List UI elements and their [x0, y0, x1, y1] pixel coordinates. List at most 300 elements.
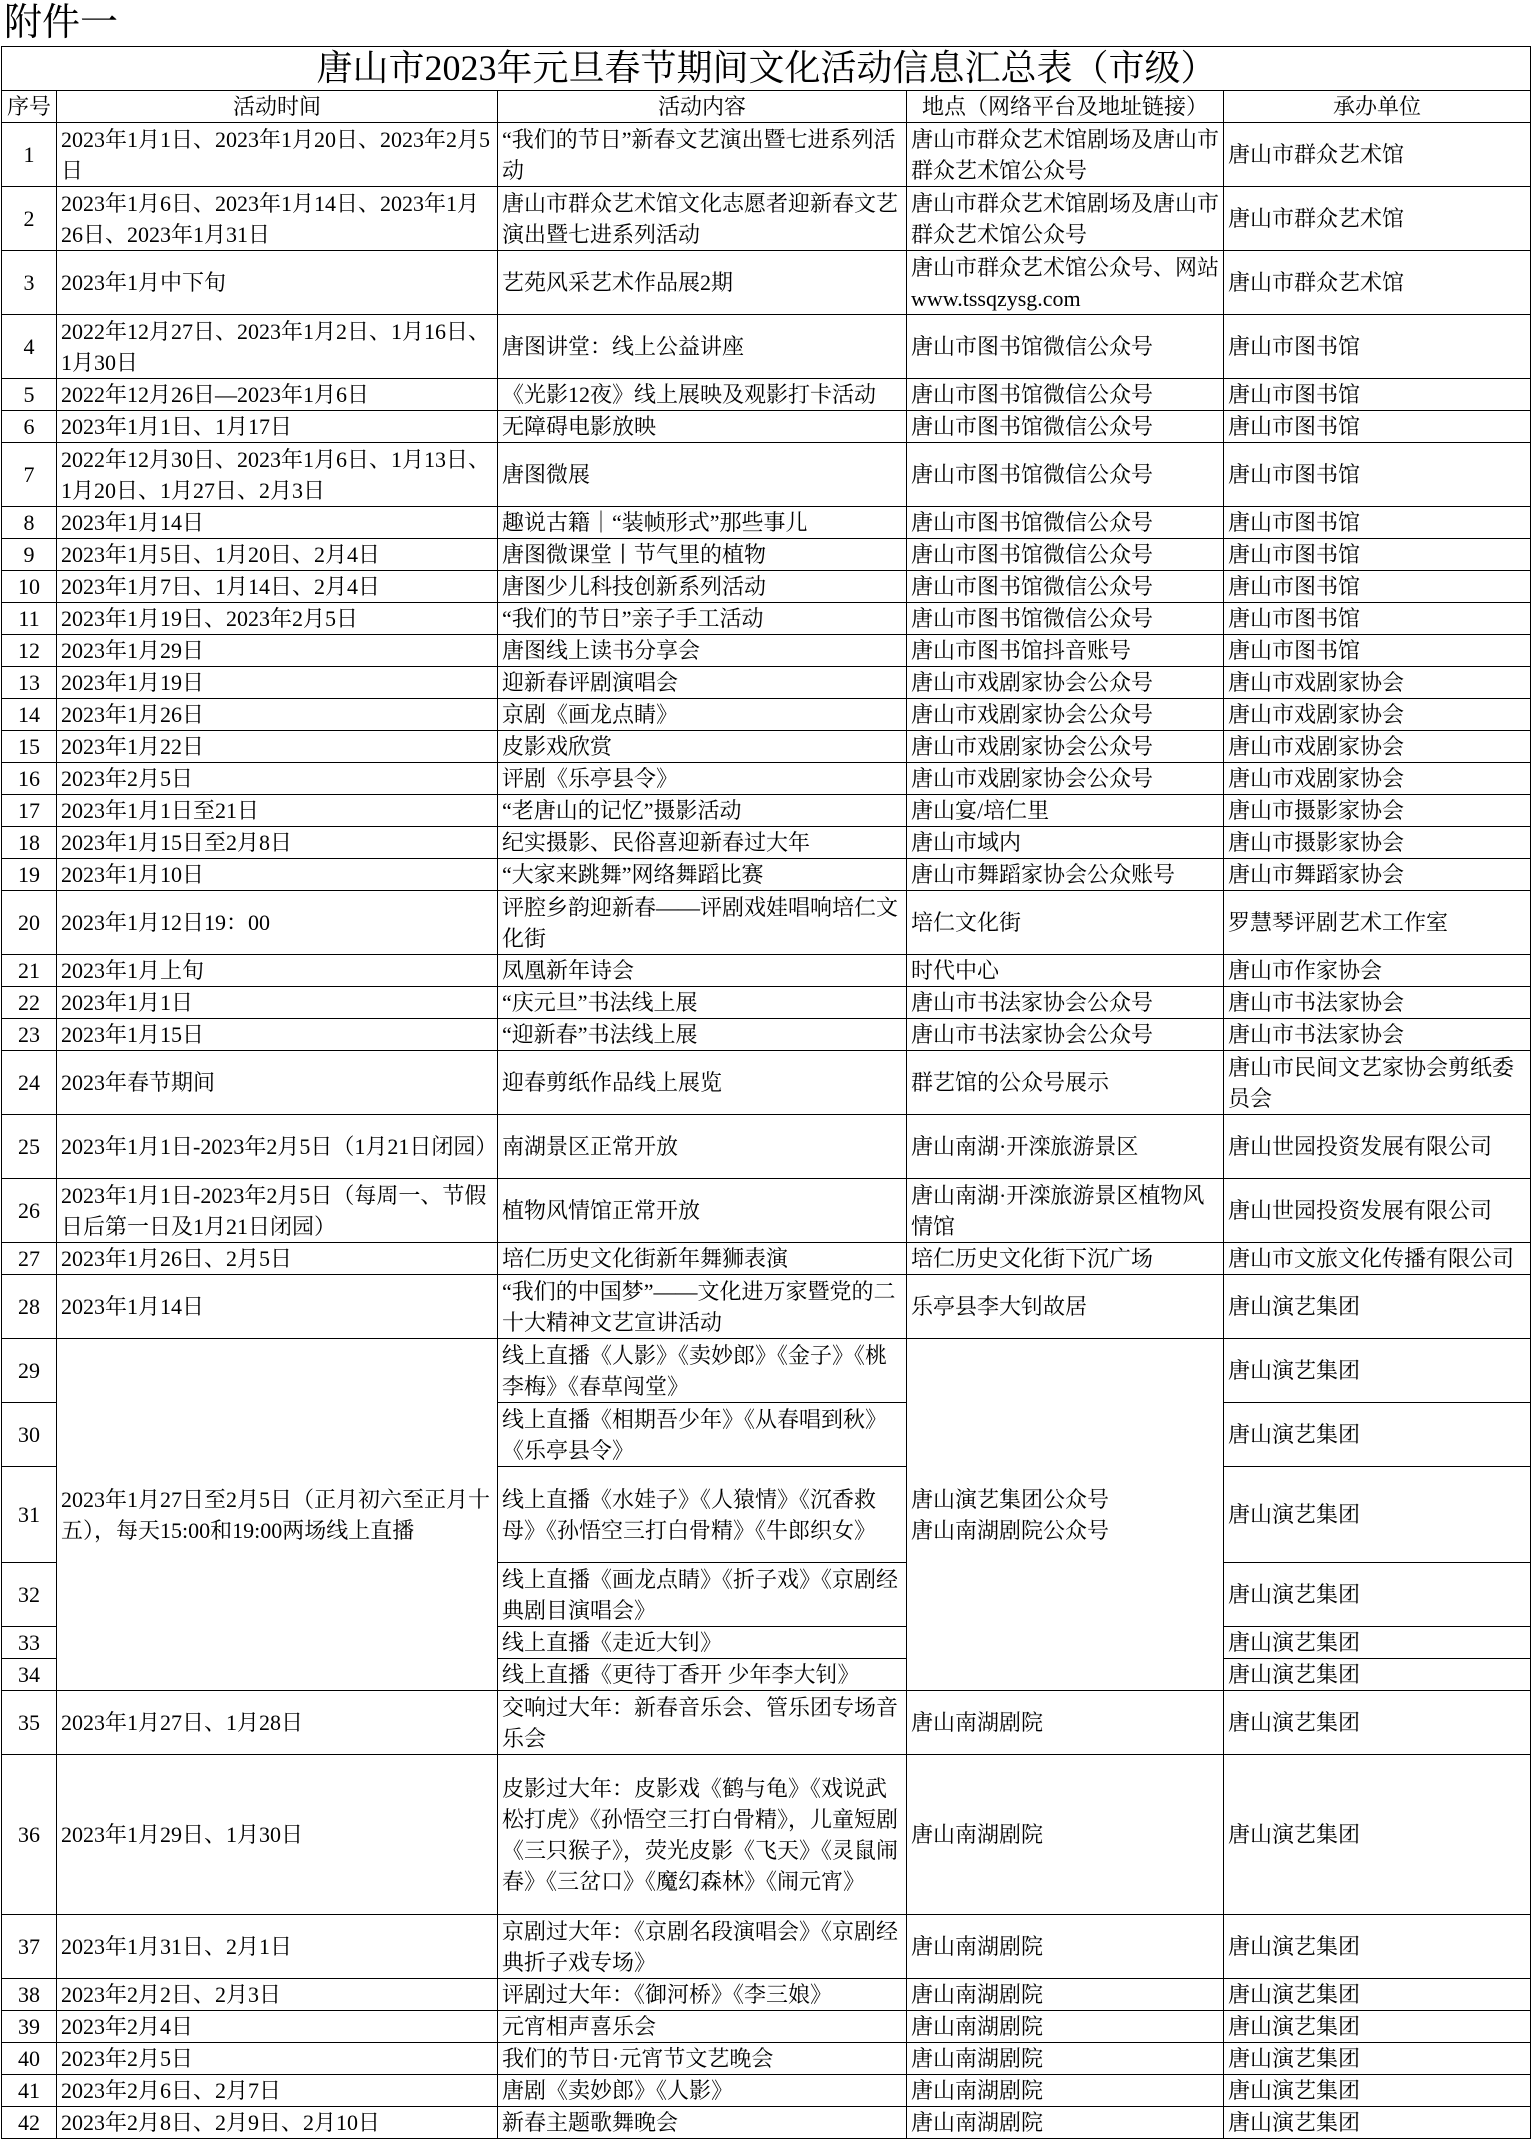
- cell-organizer: [1224, 1659, 1531, 1691]
- cell-organizer: [1224, 1755, 1531, 1915]
- cell-content: [498, 1563, 907, 1627]
- cell-no: [2, 1563, 57, 1627]
- cell-content-text: 唐图线上读书分享会: [502, 638, 701, 663]
- cell-content-text: 新春主题歌舞晚会: [502, 2110, 679, 2135]
- cell-time-text: 2023年2月8日、2月9日、2月10日: [61, 2110, 381, 2135]
- cell-content-text: “我们的节日”亲子手工活动: [502, 606, 764, 631]
- cell-organizer: [1224, 187, 1531, 251]
- cell-content-text: 京剧《画龙点睛》: [502, 702, 679, 727]
- cell-location-text: 唐山市戏剧家协会公众号: [911, 766, 1154, 791]
- cell-location: [907, 635, 1224, 667]
- cell-content-text: 迎春剪纸作品线上展览: [502, 1070, 723, 1095]
- cell-organizer-text: 唐山演艺集团: [1228, 1358, 1361, 1383]
- cell-content-text: 迎新春评剧演唱会: [502, 670, 679, 695]
- cell-location: [907, 2107, 1224, 2139]
- cell-no: [2, 187, 57, 251]
- cell-no: [2, 1051, 57, 1115]
- cell-content: [498, 571, 907, 603]
- cell-location: [907, 731, 1224, 763]
- cell-no-text: 35: [18, 1710, 40, 1735]
- cell-organizer-text: 唐山市图书馆: [1228, 462, 1361, 487]
- cell-no: [2, 955, 57, 987]
- cell-location-text: 唐山市域内: [911, 830, 1022, 855]
- cell-no-text: 17: [18, 798, 40, 823]
- cell-organizer-text: 唐山市戏剧家协会: [1228, 702, 1405, 727]
- cell-no: [2, 635, 57, 667]
- cell-content: [498, 859, 907, 891]
- cell-content: [498, 1627, 907, 1659]
- cell-organizer-text: 唐山演艺集团: [1228, 1662, 1361, 1687]
- cell-content-text: 评腔乡韵迎新春——评剧戏娃唱响培仁文化街: [502, 894, 899, 951]
- cell-time-text: 2023年1月1日、1月17日: [61, 414, 293, 439]
- cell-content-text: 唐山市群众艺术馆文化志愿者迎新春文艺演出暨七进系列活动: [502, 190, 899, 247]
- cell-time-text: 2023年1月1日-2023年2月5日（1月21日闭园）: [61, 1134, 498, 1159]
- cell-content-text: 线上直播《画龙点睛》《折子戏》《京剧经典剧目演唱会》: [502, 1566, 899, 1623]
- cell-organizer-text: 唐山市戏剧家协会: [1228, 734, 1405, 759]
- cell-organizer-text: 唐山演艺集团: [1228, 1710, 1361, 1735]
- cell-content-text: 唐图微课堂丨节气里的植物: [502, 542, 767, 567]
- cell-time: [57, 1051, 498, 1115]
- cell-time-text: 2023年1月26日、2月5日: [61, 1246, 293, 1271]
- cell-content-text: 凤凰新年诗会: [502, 958, 635, 983]
- cell-location: [907, 1691, 1224, 1755]
- page-title: [2, 47, 1531, 91]
- cell-no: [2, 859, 57, 891]
- cell-location-text: 唐山市戏剧家协会公众号: [911, 734, 1154, 759]
- cell-time-text: 2023年1月15日: [61, 1022, 205, 1047]
- cell-organizer-text: 唐山市图书馆: [1228, 574, 1361, 599]
- cell-content-text: 培仁历史文化街新年舞狮表演: [502, 1246, 789, 1271]
- cell-no: [2, 891, 57, 955]
- cell-location: [907, 667, 1224, 699]
- cell-organizer-text: 唐山演艺集团: [1228, 1422, 1361, 1447]
- cell-time: [57, 763, 498, 795]
- cell-time: [57, 443, 498, 507]
- cell-content: [498, 1019, 907, 1051]
- cell-time: [57, 699, 498, 731]
- cell-time: [57, 667, 498, 699]
- cell-time-text: 2023年1月上旬: [61, 958, 205, 983]
- cell-organizer: [1224, 1243, 1531, 1275]
- cell-organizer: [1224, 251, 1531, 315]
- cell-organizer: [1224, 763, 1531, 795]
- cell-no-text: 36: [18, 1822, 40, 1847]
- cell-content-text: 植物风情馆正常开放: [502, 1198, 701, 1223]
- cell-content-text: 交响过大年：新春音乐会、管乐团专场音乐会: [502, 1694, 899, 1751]
- cell-organizer: [1224, 859, 1531, 891]
- cell-no: [2, 1019, 57, 1051]
- cell-organizer: [1224, 315, 1531, 379]
- cell-location: [907, 1051, 1224, 1115]
- cell-time-text: 2023年1月1日-2023年2月5日（每周一、节假日后第一日及1月21日闭园）: [61, 1182, 487, 1239]
- cell-time-text: 2022年12月30日、2023年1月6日、1月13日、1月20日、1月27日、2月3日: [61, 446, 491, 503]
- cell-time-text: 2023年1月29日、1月30日: [61, 1822, 304, 1847]
- cell-no-text: 11: [18, 606, 40, 631]
- cell-time: [57, 731, 498, 763]
- cell-content: [498, 795, 907, 827]
- cell-no-text: 4: [23, 334, 35, 359]
- cell-organizer-text: 唐山市图书馆: [1228, 510, 1361, 535]
- cell-content-text: 唐图少儿科技创新系列活动: [502, 574, 767, 599]
- cell-location: [907, 507, 1224, 539]
- cell-location: [907, 2043, 1224, 2075]
- cell-content-text: 线上直播《人影》《卖妙郎》《金子》《桃李梅》《春草闯堂》: [502, 1342, 888, 1399]
- cell-time-text: 2023年2月5日: [61, 766, 194, 791]
- cell-location: [907, 827, 1224, 859]
- column-header-organizer-label: 承办单位: [1332, 94, 1421, 119]
- cell-organizer: [1224, 603, 1531, 635]
- cell-content: [498, 1275, 907, 1339]
- cell-organizer-text: 唐山市戏剧家协会: [1228, 670, 1405, 695]
- cell-organizer: [1224, 1979, 1531, 2011]
- cell-no-text: 21: [18, 958, 40, 983]
- cell-time-text: 2023年1月27日、1月28日: [61, 1710, 304, 1735]
- cell-organizer-text: 唐山市摄影家协会: [1228, 798, 1405, 823]
- cell-organizer: [1224, 891, 1531, 955]
- cell-content-text: 我们的节日·元宵节文艺晚会: [502, 2046, 774, 2071]
- cell-location-text: 唐山市图书馆微信公众号: [911, 542, 1154, 567]
- cell-content-text: 艺苑风采艺术作品展2期: [502, 270, 734, 295]
- cell-organizer-text: 唐山市群众艺术馆: [1228, 142, 1405, 167]
- cell-no-text: 27: [18, 1246, 40, 1271]
- cell-time: [57, 315, 498, 379]
- cell-no-text: 31: [18, 1502, 40, 1527]
- attachment-label: 附件一: [4, 2, 119, 44]
- location-line: 唐山南湖剧院公众号: [911, 1517, 1110, 1543]
- cell-no-text: 19: [18, 862, 40, 887]
- cell-time: [57, 891, 498, 955]
- cell-content-text: 评剧《乐亭县令》: [502, 766, 679, 791]
- cell-content: [498, 2043, 907, 2075]
- cell-location: [907, 1019, 1224, 1051]
- cell-no-text: 10: [18, 574, 40, 599]
- cell-location-text: 唐山市舞蹈家协会公众账号: [911, 862, 1176, 887]
- cell-time-text: 2023年1月1日至21日: [61, 798, 260, 823]
- cell-no: [2, 795, 57, 827]
- page-title-text: 唐山市2023年元旦春节期间文化活动信息汇总表（市级）: [316, 48, 1217, 88]
- cell-location-text: 唐山市图书馆微信公众号: [911, 574, 1154, 599]
- cell-no: [2, 827, 57, 859]
- cell-organizer: [1224, 827, 1531, 859]
- cell-time-text: 2023年1月10日: [61, 862, 205, 887]
- cell-organizer: [1224, 699, 1531, 731]
- cell-location: [907, 315, 1224, 379]
- cell-location-merged: [907, 1339, 1224, 1691]
- cell-organizer: [1224, 1179, 1531, 1243]
- cell-content: [498, 1243, 907, 1275]
- cell-no: [2, 411, 57, 443]
- cell-content-text: “大家来跳舞”网络舞蹈比赛: [502, 862, 764, 887]
- cell-time-text: 2023年2月4日: [61, 2014, 194, 2039]
- cell-organizer: [1224, 123, 1531, 187]
- cell-no: [2, 1467, 57, 1563]
- cell-time-text: 2023年1月29日: [61, 638, 205, 663]
- cell-no: [2, 2075, 57, 2107]
- cell-no: [2, 1243, 57, 1275]
- cell-time-text: 2023年2月5日: [61, 2046, 194, 2071]
- cell-organizer-text: 唐山演艺集团: [1228, 1294, 1361, 1319]
- cell-location: [907, 187, 1224, 251]
- cell-no: [2, 571, 57, 603]
- cell-content: [498, 1755, 907, 1915]
- cell-location: [907, 1915, 1224, 1979]
- cell-content-text: 唐图微展: [502, 462, 591, 487]
- cell-organizer: [1224, 539, 1531, 571]
- cell-organizer-text: 唐山市书法家协会: [1228, 1022, 1405, 1047]
- cell-no: [2, 443, 57, 507]
- cell-no-text: 6: [23, 414, 35, 439]
- cell-time-text: 2023年1月12日19：00: [61, 910, 271, 935]
- cell-location: [907, 251, 1224, 315]
- cell-no-text: 38: [18, 1982, 40, 2007]
- cell-organizer: [1224, 507, 1531, 539]
- cell-no-text: 15: [18, 734, 40, 759]
- cell-location-text: 培仁历史文化街下沉广场: [911, 1246, 1154, 1271]
- cell-content: [498, 539, 907, 571]
- cell-location-text: 唐山市图书馆微信公众号: [911, 334, 1154, 359]
- cell-no: [2, 667, 57, 699]
- cell-organizer: [1224, 1627, 1531, 1659]
- cell-organizer-text: 唐山市文旅文化传播有限公司: [1228, 1246, 1515, 1271]
- cell-content-text: 唐图讲堂：线上公益讲座: [502, 334, 745, 359]
- cell-content-text: 线上直播《相期吾少年》《从春唱到秋》《乐亭县令》: [502, 1406, 888, 1463]
- cell-location-text: 唐山南湖剧院: [911, 2078, 1044, 2103]
- cell-organizer-text: 唐山演艺集团: [1228, 2110, 1361, 2135]
- cell-content: [498, 1179, 907, 1243]
- column-header-no: [2, 91, 57, 123]
- cell-no: [2, 2043, 57, 2075]
- column-header-no-label: 序号: [6, 94, 51, 119]
- cell-time: [57, 2107, 498, 2139]
- cell-time: [57, 859, 498, 891]
- cell-organizer: [1224, 795, 1531, 827]
- cell-content-text: “老唐山的记忆”摄影活动: [502, 798, 742, 823]
- cell-time: [57, 379, 498, 411]
- cell-location: [907, 539, 1224, 571]
- cell-organizer-text: 唐山市书法家协会: [1228, 990, 1405, 1015]
- cell-content: [498, 1691, 907, 1755]
- cell-content-text: 皮影戏欣赏: [502, 734, 613, 759]
- cell-no-text: 25: [18, 1134, 40, 1159]
- cell-organizer: [1224, 1915, 1531, 1979]
- cell-organizer-text: 唐山市作家协会: [1228, 958, 1383, 983]
- cell-content: [498, 443, 907, 507]
- cell-organizer: [1224, 1051, 1531, 1115]
- cell-organizer-text: 唐山演艺集团: [1228, 1502, 1361, 1527]
- cell-organizer: [1224, 2043, 1531, 2075]
- cell-organizer-text: 唐山市民间文艺家协会剪纸委员会: [1228, 1054, 1515, 1111]
- cell-no-text: 9: [23, 542, 35, 567]
- cell-time-text: 2023年2月6日、2月7日: [61, 2078, 282, 2103]
- cell-organizer-text: 唐山演艺集团: [1228, 1630, 1361, 1655]
- cell-no: [2, 1915, 57, 1979]
- cell-no: [2, 2011, 57, 2043]
- cell-no: [2, 731, 57, 763]
- cell-no-text: 42: [18, 2110, 40, 2135]
- cell-location-text: 唐山市群众艺术馆剧场及唐山市群众艺术馆公众号: [911, 190, 1220, 247]
- cell-no-text: 12: [18, 638, 40, 663]
- cell-time: [57, 1691, 498, 1755]
- cell-time: [57, 1275, 498, 1339]
- cell-content: [498, 187, 907, 251]
- cell-location-text: 唐山市图书馆抖音账号: [911, 638, 1132, 663]
- cell-content-text: 无障碍电影放映: [502, 414, 657, 439]
- cell-organizer-text: 唐山演艺集团: [1228, 1582, 1361, 1607]
- cell-organizer: [1224, 731, 1531, 763]
- cell-location-text: 唐山市戏剧家协会公众号: [911, 702, 1154, 727]
- cell-content: [498, 603, 907, 635]
- cell-content: [498, 2075, 907, 2107]
- location-line: 唐山演艺集团公众号: [911, 1486, 1110, 1512]
- cell-content-text: 皮影过大年：皮影戏《鹤与龟》《戏说武松打虎》《孙悟空三打白骨精》，儿童短剧《三只猴子》，荧光皮影《飞天》《灵鼠闹春》《三岔口》《魔幻森林》《闹元宵》: [502, 1775, 899, 1894]
- cell-no: [2, 1979, 57, 2011]
- cell-time-text: 2022年12月26日—2023年1月6日: [61, 382, 370, 407]
- cell-no-text: 39: [18, 2014, 40, 2039]
- cell-content-text: “庆元旦”书法线上展: [502, 990, 698, 1015]
- cell-no-text: 41: [18, 2078, 40, 2103]
- cell-no: [2, 603, 57, 635]
- cell-organizer-text: 唐山世园投资发展有限公司: [1228, 1134, 1493, 1159]
- cell-time: [57, 795, 498, 827]
- cell-no: [2, 379, 57, 411]
- cell-organizer: [1224, 1467, 1531, 1563]
- cell-content: [498, 1467, 907, 1563]
- cell-organizer: [1224, 443, 1531, 507]
- cell-organizer-text: 唐山市舞蹈家协会: [1228, 862, 1405, 887]
- cell-no: [2, 1339, 57, 1403]
- cell-content: [498, 1979, 907, 2011]
- cell-content: [498, 699, 907, 731]
- cell-location-text: 唐山南湖·开滦旅游景区: [911, 1134, 1139, 1159]
- cell-time: [57, 1915, 498, 1979]
- cell-content: [498, 379, 907, 411]
- cell-organizer-text: 唐山演艺集团: [1228, 2046, 1361, 2071]
- cell-time-text: 2023年1月19日、2023年2月5日: [61, 606, 359, 631]
- cell-location: [907, 603, 1224, 635]
- cell-no: [2, 1275, 57, 1339]
- cell-organizer: [1224, 1403, 1531, 1467]
- cell-content-text: 评剧过大年：《御河桥》《李三娘》: [502, 1982, 833, 2007]
- cell-content-text: 《光影12夜》线上展映及观影打卡活动: [502, 382, 877, 407]
- cell-content: [498, 315, 907, 379]
- cell-content: [498, 1659, 907, 1691]
- cell-organizer: [1224, 379, 1531, 411]
- cell-no: [2, 1755, 57, 1915]
- cell-organizer: [1224, 1339, 1531, 1403]
- cell-organizer-text: 唐山市图书馆: [1228, 606, 1361, 631]
- cell-location-text: 唐山市书法家协会公众号: [911, 990, 1154, 1015]
- cell-no-text: 24: [18, 1070, 40, 1095]
- cell-organizer: [1224, 955, 1531, 987]
- column-header-content: [498, 91, 907, 123]
- cell-time: [57, 251, 498, 315]
- cell-content: [498, 731, 907, 763]
- cell-location: [907, 1755, 1224, 1915]
- cell-no-text: 30: [18, 1422, 40, 1447]
- cell-time: [57, 1243, 498, 1275]
- cell-no-text: 5: [23, 382, 35, 407]
- cell-time: [57, 571, 498, 603]
- cell-location-text: 唐山南湖剧院: [911, 1934, 1044, 1959]
- cell-no-text: 16: [18, 766, 40, 791]
- cell-no: [2, 2107, 57, 2139]
- cell-location-text: 唐山南湖剧院: [911, 1710, 1044, 1735]
- cell-time: [57, 2075, 498, 2107]
- cell-location: [907, 443, 1224, 507]
- cell-location-text: 唐山南湖·开滦旅游景区植物风情馆: [911, 1182, 1205, 1239]
- cell-no-text: 28: [18, 1294, 40, 1319]
- cell-content-text: 南湖景区正常开放: [502, 1134, 679, 1159]
- cell-time: [57, 187, 498, 251]
- cell-organizer: [1224, 667, 1531, 699]
- cell-time: [57, 123, 498, 187]
- cell-content-text: 京剧过大年：《京剧名段演唱会》《京剧经典折子戏专场》: [502, 1918, 899, 1975]
- cell-organizer: [1224, 411, 1531, 443]
- cell-location: [907, 571, 1224, 603]
- column-header-organizer: [1224, 91, 1531, 123]
- cell-content-text: “我们的中国梦”——文化进万家暨党的二十大精神文艺宣讲活动: [502, 1278, 896, 1335]
- cell-content: [498, 667, 907, 699]
- cell-time: [57, 1979, 498, 2011]
- cell-location: [907, 379, 1224, 411]
- cell-no-text: 40: [18, 2046, 40, 2071]
- cell-organizer-text: 唐山市群众艺术馆: [1228, 270, 1405, 295]
- cell-no: [2, 699, 57, 731]
- cell-content: [498, 763, 907, 795]
- cell-no: [2, 507, 57, 539]
- cell-location-text: 唐山南湖剧院: [911, 2014, 1044, 2039]
- cell-time-text: 2023年2月2日、2月3日: [61, 1982, 282, 2007]
- cell-location: [907, 2075, 1224, 2107]
- cell-time: [57, 635, 498, 667]
- cell-time-text: 2023年1月26日: [61, 702, 205, 727]
- cell-content-text: 趣说古籍｜“装帧形式”那些事儿: [502, 510, 808, 535]
- cell-no-text: 7: [23, 462, 35, 487]
- cell-organizer-text: 罗慧琴评剧艺术工作室: [1228, 910, 1449, 935]
- cell-content: [498, 123, 907, 187]
- cell-content: [498, 891, 907, 955]
- cell-location: [907, 1979, 1224, 2011]
- cell-no-text: 13: [18, 670, 40, 695]
- cell-no-text: 32: [18, 1582, 40, 1607]
- cell-organizer: [1224, 2107, 1531, 2139]
- cell-location-text: 唐山市图书馆微信公众号: [911, 382, 1154, 407]
- cell-organizer: [1224, 571, 1531, 603]
- cell-no-text: 8: [23, 510, 35, 535]
- cell-no-text: 2: [23, 206, 35, 231]
- cell-location-text: 唐山市图书馆微信公众号: [911, 462, 1154, 487]
- cell-no-text: 1: [23, 142, 35, 167]
- cell-time: [57, 1755, 498, 1915]
- cell-location: [907, 2011, 1224, 2043]
- cell-content: [498, 1915, 907, 1979]
- cell-organizer-text: 唐山演艺集团: [1228, 1934, 1361, 1959]
- cell-organizer-text: 唐山世园投资发展有限公司: [1228, 1198, 1493, 1223]
- cell-content: [498, 987, 907, 1019]
- column-header-location: [907, 91, 1224, 123]
- cell-location-text: 唐山市图书馆微信公众号: [911, 510, 1154, 535]
- cell-time-text: 2023年1月7日、1月14日、2月4日: [61, 574, 381, 599]
- cell-organizer-text: 唐山市图书馆: [1228, 382, 1361, 407]
- cell-content-text: 线上直播《走近大钊》: [502, 1630, 723, 1655]
- cell-content: [498, 251, 907, 315]
- cell-organizer-text: 唐山市图书馆: [1228, 414, 1361, 439]
- cell-time: [57, 955, 498, 987]
- cell-time: [57, 1115, 498, 1179]
- cell-location: [907, 763, 1224, 795]
- cell-location-text: 唐山市图书馆微信公众号: [911, 606, 1154, 631]
- cell-location-text: 乐亭县李大钊故居: [911, 1294, 1088, 1319]
